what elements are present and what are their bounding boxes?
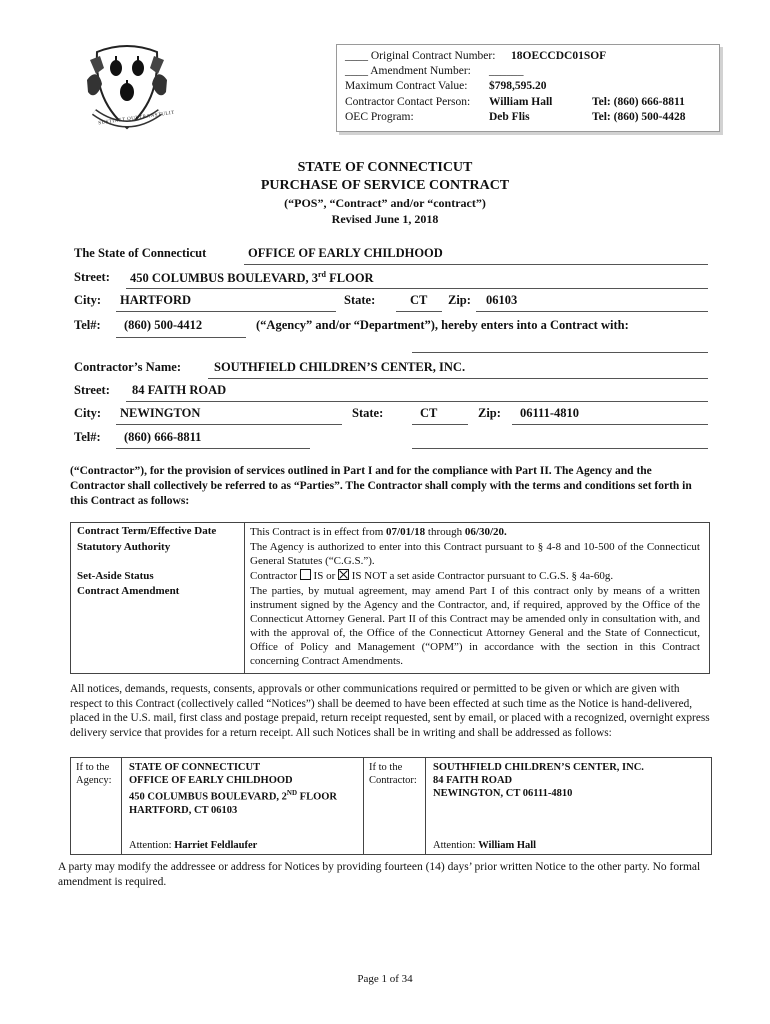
agency-notice-label: If to the Agency:	[76, 762, 112, 786]
contractor-city: NEWINGTON	[120, 406, 201, 420]
agency-notice-address: STATE OF CONNECTICUT OFFICE OF EARLY CHILDHOOD 450 COLUMBUS BOULEVARD, 2ND FLOOR HARTFORD, CT 06103	[129, 762, 338, 816]
agency-state-label: The State of Connecticut	[74, 246, 207, 260]
agency-name-line	[244, 264, 708, 265]
term-label: Contract Term/Effective Date	[77, 525, 217, 537]
contractor-state: CT	[420, 406, 438, 420]
ntable-divider-2	[363, 758, 364, 854]
provisions-table	[70, 522, 710, 674]
contractor-zip: 06111-4810	[520, 406, 580, 420]
contractor-name-label: Contractor’s Name:	[74, 360, 182, 374]
agency-street-line	[126, 288, 708, 289]
contractor-tel-label: Tel#:	[74, 430, 101, 444]
amendment-label: Contract Amendment	[77, 585, 180, 597]
contractor-street-label: Street:	[74, 383, 110, 397]
original-contract-number: 18OECCDC01SOF	[511, 50, 607, 62]
notice-modification-note: A party may modify the addressee or address for Notices by providing fourteen (14) days’ prior written Notice to the other party. No formal amendment is required.	[58, 861, 701, 888]
agency-street: 450 COLUMBUS BOULEVARD, 3rd FLOOR	[130, 270, 374, 286]
contractor-street: 84 FAITH ROAD	[132, 383, 227, 397]
doc-revised-date: Revised June 1, 2018	[331, 212, 439, 226]
contractor-zip-line	[512, 424, 708, 425]
authority-text: The Agency is authorized to enter into this Contract pursuant to § 4-8 and 10-500 of the Connecticut General Statutes (“C.G.S.”).	[250, 541, 700, 567]
amendment-text: The parties, by mutual agreement, may amend Part I of this contract only by means of a written instrument signed by the Agency and the Contractor, and, if required, approved by the Office of the Connecticut Attorney General. Part II of this Contract may be amended only in consultation with, and with the approval of, the Office of the Connecticut Attorney General and the State of Connecticut, Office of Policy and Management (“OPM”) in accordance with the section in this Contract concerning Contract Amendments.	[250, 585, 700, 667]
term-text: This Contract is in effect from 07/01/18 through 06/30/20.	[250, 526, 507, 538]
agency-zip-line	[476, 311, 708, 312]
amendment-number: ______	[489, 65, 524, 77]
oec-program-tel: Tel: (860) 500-4428	[592, 111, 686, 123]
agency-enters-text: (“Agency” and/or “Department”), hereby enters into a Contract with:	[256, 318, 629, 332]
setaside-label: Set-Aside Status	[77, 570, 154, 582]
agency-city: HARTFORD	[120, 293, 192, 307]
doc-title-state: STATE OF CONNECTICUT	[297, 160, 473, 175]
contractor-state-line	[412, 424, 468, 425]
contractor-notice-address: SOUTHFIELD CHILDREN’S CENTER, INC. 84 FAITH ROAD NEWINGTON, CT 06111-4810	[433, 762, 644, 799]
contractor-city-line	[116, 424, 342, 425]
ntable-divider-3	[425, 758, 426, 854]
contractor-tel-right-line	[412, 448, 708, 449]
contractor-tel-line	[116, 448, 310, 449]
authority-label: Statutory Authority	[77, 541, 171, 553]
contractor-name-line	[208, 378, 708, 379]
max-contract-value: $798,595.20	[489, 80, 547, 92]
agency-tel-label: Tel#:	[74, 318, 101, 332]
seal-motto: SUSTINET QUI TRANSTULIT	[98, 110, 176, 127]
doc-title-aliases: (“POS”, “Contract” and/or “contract”)	[284, 196, 486, 210]
intro-paragraph: (“Contractor”), for the provision of services outlined in Part I and for the compliance with Part II. The Agency and the Contractor shall collectively be referred to as “Parties”. The Contractor shall comply with the terms and conditions set forth in this Contract as follows:	[70, 465, 692, 507]
agency-name: OFFICE OF EARLY CHILDHOOD	[248, 246, 443, 260]
contract-info-box: ____ Original Contract Number: 18OECCDC01SOF ____ Amendment Number: ______ Maximum Contract Value: $798,595.20 Contractor Contact Person: William Hall Tel: (860) 666-8811 OEC Program: Deb Flis Tel: (860) 500-4428	[336, 44, 720, 132]
agency-city-label: City:	[74, 293, 102, 307]
notices-address-table	[70, 757, 712, 855]
agency-tel: (860) 500-4412	[124, 318, 203, 332]
page-number: Page 1 of 34	[357, 973, 413, 985]
contractor-city-label: City:	[74, 406, 102, 420]
agency-state-line	[396, 311, 442, 312]
setaside-is-not-checkbox[interactable]	[338, 569, 349, 580]
contact-person-name: William Hall	[489, 96, 553, 108]
setaside-text: Contractor IS or IS NOT a set aside Contractor pursuant to C.G.S. § 4a-60g.	[250, 570, 614, 582]
setaside-is-checkbox[interactable]	[300, 569, 311, 580]
agency-tel-line	[116, 337, 246, 338]
provisions-table-divider	[244, 523, 245, 673]
contractor-attention: Attention: William Hall	[433, 840, 537, 851]
contractor-street-line	[126, 401, 708, 402]
oec-program-contact: Deb Flis	[489, 111, 530, 123]
contractor-zip-label: Zip:	[478, 406, 501, 420]
agency-street-label: Street:	[74, 270, 110, 284]
agency-city-line	[116, 311, 336, 312]
agency-zip-label: Zip:	[448, 293, 471, 307]
ntable-divider-1	[121, 758, 122, 854]
notices-paragraph: All notices, demands, requests, consents, approvals or other communications required or permitted to be given or which are given with respect to this Contract (collectively called “Notices”) shall be deemed to have been effected at such time as the Notice is hand-delivered, placed in the U.S. mail, first class and postage prepaid, return receipt requested, sent by email, or placed with a recognized, overnight express delivery service that provides for a return receipt. All such Notices shall be in writing and shall be addressed as follows:	[70, 683, 710, 739]
agency-state-field-label: State:	[344, 293, 376, 307]
contact-person-tel: Tel: (860) 666-8811	[592, 96, 685, 108]
contractor-notice-label: If to the Contractor:	[369, 762, 417, 786]
contractor-state-field-label: State:	[352, 406, 384, 420]
doc-title-contract: PURCHASE OF SERVICE CONTRACT	[260, 178, 510, 193]
contractor-tel: (860) 666-8811	[124, 430, 202, 444]
contractor-top-line	[412, 352, 708, 353]
agency-attention: Attention: Harriet Feldlaufer	[129, 840, 258, 851]
agency-zip: 06103	[486, 293, 518, 307]
agency-state: CT	[410, 293, 428, 307]
contractor-name: SOUTHFIELD CHILDREN’S CENTER, INC.	[214, 360, 466, 374]
